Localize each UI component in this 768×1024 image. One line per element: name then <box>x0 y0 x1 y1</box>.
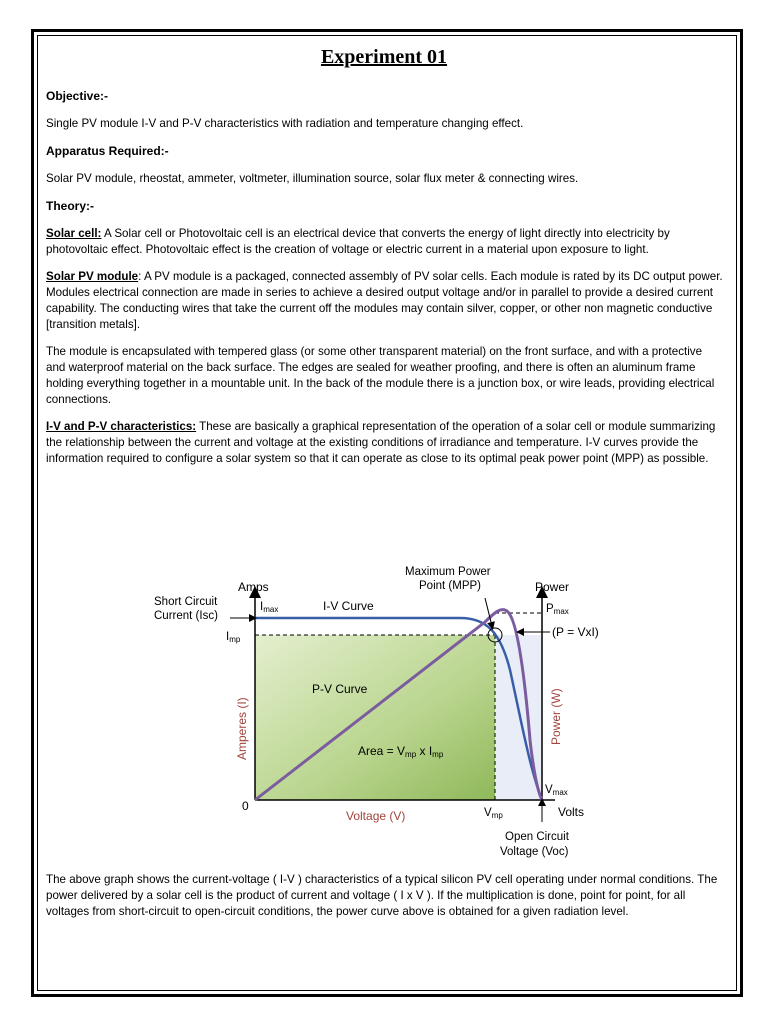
solar-cell-paragraph <box>46 226 724 258</box>
origin-label: 0 <box>242 799 249 813</box>
module-term: Solar PV module <box>46 270 139 283</box>
area-label: Area = Vmp x Imp <box>358 744 444 759</box>
vmp-label: Vmp <box>484 807 503 820</box>
short-circuit-label-2: Current (Isc) <box>154 610 218 622</box>
module-paragraph <box>46 269 724 333</box>
module-text: : A PV module is a packaged, connected assembly of PV solar cells. Each module is rated by its DC output power. Modules electrical connection are made in series to achieve a desired output voltage and/or in parallel to provide a desired current capability. The conducting wires that take the current off the modules may contain silver, copper, or other non magnetic conductive [transition metals]. <box>46 270 723 331</box>
encapsulation-paragraph: The module is encapsulated with tempered glass (or some other transparent material) on the front surface, and with a protective and waterproof material on the back surface. The edges are sealed for weather proofing, and there is often an aluminum frame holding everything together in a mountable unit. In the back of the module there is a junction box, or wire leads, providing electrical connections. <box>46 345 715 406</box>
open-circuit-label-1: Open Circuit <box>505 831 569 843</box>
pv-curve-label: P-V Curve <box>312 682 368 696</box>
apparatus-text: Solar PV module, rheostat, ammeter, voltmeter, illumination source, solar flux meter & connecting wires. <box>46 172 579 185</box>
amps-label: Amps <box>238 580 269 594</box>
power-label: Power <box>535 580 570 594</box>
page-title: Experiment 01 <box>320 46 448 68</box>
power-area-fill <box>255 635 495 800</box>
mpp-label-1: Maximum Power <box>405 566 491 578</box>
figure-caption: The above graph shows the current-voltage ( I-V ) characteristics of a typical silicon PV cell operating under normal conditions. The power delivered by a solar cell is the product of current and voltage ( I x V ). If the multiplication is done, point for point, for all voltages from short-circuit to open-circuit conditions, the power curve above is obtained for a given radiation level. <box>46 873 718 918</box>
iv-pv-diagram <box>140 560 600 865</box>
imp-label: Imp <box>226 631 241 644</box>
imax-label: Imax <box>260 601 279 614</box>
voltage-axis-label: Voltage (V) <box>346 809 406 823</box>
amperes-axis-label: Amperes (I) <box>235 697 249 760</box>
objective-heading: Objective:- <box>46 89 109 103</box>
short-circuit-label-1: Short Circuit <box>154 596 218 608</box>
vmax-label: Vmax <box>545 784 568 797</box>
mpp-label-2: Point (MPP) <box>419 580 481 592</box>
objective-text: Single PV module I-V and P-V characteristics with radiation and temperature changing effect. <box>46 117 524 130</box>
pmax-label: Pmax <box>546 603 569 616</box>
power-formula-label: (P = VxI) <box>552 625 599 639</box>
iv-curve-label: I-V Curve <box>323 599 374 613</box>
apparatus-heading: Apparatus Required:- <box>46 144 169 158</box>
solar-cell-text: A Solar cell or Photovoltaic cell is an electrical device that converts the energy of light directly into electricity by photovoltaic effect. Photovoltaic effect is the creation of voltage or electric current in a material upon exposure to light. <box>46 227 670 256</box>
volts-label: Volts <box>558 805 585 819</box>
iv-text: These are basically a graphical representation of the operation of a solar cell or module summarizing the relationship between the current and voltage at the existing conditions of irradiance and temperature. I-V curves provide the information required to configure a solar system so that it can operate as close to its optimal peak power point (MPP) as possible. <box>46 420 716 465</box>
iv-term: I-V and P-V characteristics: <box>46 420 197 433</box>
open-circuit-label-2: Voltage (Voc) <box>500 846 569 858</box>
power-axis-label: Power (W) <box>549 688 563 745</box>
iv-paragraph <box>46 419 724 467</box>
iv-pv-svg <box>140 560 600 865</box>
document-body <box>46 88 724 478</box>
theory-heading: Theory:- <box>46 199 94 213</box>
solar-cell-term: Solar cell: <box>46 227 102 240</box>
